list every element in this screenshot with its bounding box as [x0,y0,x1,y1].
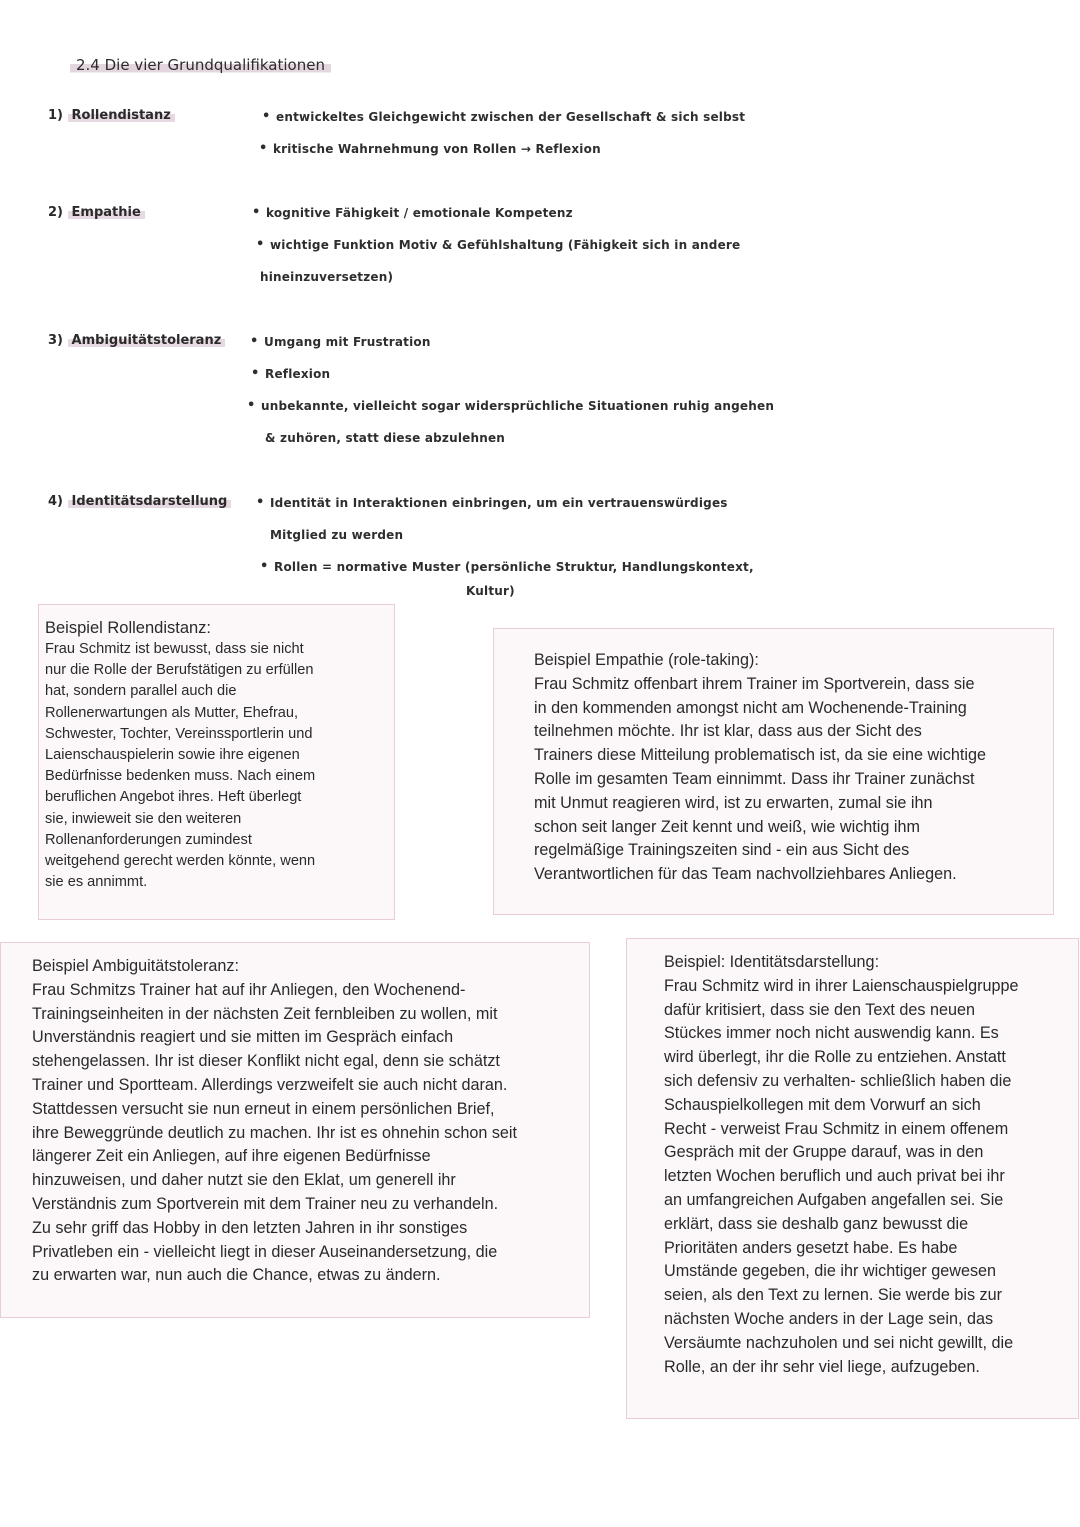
bullet-item: • unbekannte, vielleicht sogar widersprüchliche Situationen ruhig angehen [261,399,774,413]
bullet-item: • wichtige Funktion Motiv & Gefühlshaltung (Fähigkeit sich in andere [270,238,740,252]
bullet-continuation: Mitglied zu werden [270,528,404,542]
example-line: Rollenerwartungen als Mutter, Ehefrau, [45,704,299,721]
example-line: sich defensiv zu verhalten- schließlich haben die [664,1071,1012,1090]
example-line: Laienschauspielerin sowie ihre eigenen [45,747,300,764]
example-line: Frau Schmitzs Trainer hat auf ihr Anliegen, den Wochenend- [32,980,466,999]
example-line: Verständnis zum Sportverein mit dem Trainer neu zu verhandeln. [32,1194,499,1213]
example-line: in den kommenden amongst nicht am Wochenende-Training [534,698,967,717]
bullet-item: • kritische Wahrnehmung von Rollen → Reflexion [273,142,601,156]
qualification-label: Rollendistanz [68,108,175,123]
example-line: Frau Schmitz offenbart ihrem Trainer im Sportverein, dass sie [534,674,975,693]
bullet-item: • Identität in Interaktionen einbringen, um ein vertrauenswürdiges [270,496,728,510]
example-line: seien, als den Text zu lernen. Sie werde bis zur [664,1286,1003,1305]
bullet-continuation: hineinzuversetzen) [260,270,394,284]
example-line: Trainer und Sportteam. Allerdings verzweifelt sie auch nicht daran. [32,1075,508,1094]
example-title: Beispiel Rollendistanz: [45,619,212,637]
example-line: längerer Zeit ein Anliegen, auf ihre eigenen Bedürfnisse [32,1147,431,1166]
example-line: weitgehend gerecht werden könnte, wenn [45,853,316,870]
example-line: sie, inwieweit sie den weiteren [45,810,242,827]
bullet-item: • Rollen = normative Muster (persönliche Struktur, Handlungskontext, [274,560,754,574]
example-box-identitaetsdarstellung [626,938,1079,1419]
bullet-item: • kognitive Fähigkeit / emotionale Kompetenz [266,206,573,220]
bullet-continuation: & zuhören, statt diese abzulehnen [265,431,506,445]
bullet-item: • entwickeltes Gleichgewicht zwischen der Gesellschaft & sich selbst [276,110,745,124]
bullet-continuation: Kultur) [466,584,515,598]
example-line: stehengelassen. Ihr ist dieser Konflikt nicht egal, denn sie schätzt [32,1052,500,1071]
example-line: nächsten Woche anders in der Lage sein, das [664,1309,994,1328]
example-line: erklärt, dass sie deshalb ganz bewusst die [664,1214,969,1233]
example-line: mit Unmut reagieren wird, ist zu erwarten, zumal sie ihn [534,793,933,812]
example-line: an umfangreichen Aufgaben angefallen sei. Sie [664,1190,1004,1209]
example-line: beruflichen Angebot ihres. Heft überlegt [45,789,302,806]
example-line: Bedürfnisse bedenken muss. Nach einem [45,768,316,785]
example-line: hinzuweisen, und daher nutzt sie den Eklat, um generell ihr [32,1171,456,1190]
qualification-label: Ambiguitätstoleranz [68,333,226,348]
example-line: ihre Beweggründe deutlich zu machen. Ihr ist es ohnehin schon seit [32,1123,518,1142]
example-box-empathie [493,628,1054,915]
example-line: wird überlegt, ihr die Rolle zu entziehen. Anstatt [664,1048,1006,1067]
example-line: Frau Schmitz wird in ihrer Laienschauspielgruppe [664,976,1019,995]
example-line: Schauspielkollegen mit dem Vorwurf an sich [664,1095,981,1114]
example-line: Trainingseinheiten in der nächsten Zeit fernbleiben zu wollen, mit [32,1004,498,1023]
example-line: Privatleben ein - vielleicht liegt in dieser Auseinandersetzung, die [32,1242,498,1261]
qualification-label: Identitätsdarstellung [68,494,232,509]
example-line: Stattdessen versucht sie nun erneut in einem persönlichen Brief, [32,1099,495,1118]
example-line: Schwester, Tochter, Vereinssportlerin und [45,725,313,742]
example-line: letzten Wochen beruflich und auch privat bei ihr [664,1167,1005,1186]
example-line: Verantwortlichen für das Team nachvollziehbares Anliegen. [534,865,957,884]
example-line: Trainers diese Mitteilung problematisch ist, da sie eine wichtige [534,746,986,765]
qualification-1-heading [48,108,175,123]
bullet-item: • Reflexion [265,367,330,381]
example-line: Rollenanforderungen zumindest [45,831,252,848]
example-box-rollendistanz [38,604,395,920]
example-line: teilnehmen möchte. Ihr ist klar, dass aus der Sicht des [534,722,922,741]
page-title: 2.4 Die vier Grundqualifikationen [70,56,331,74]
example-line: hat, sondern parallel auch die [45,683,237,700]
qualification-label: Empathie [68,205,145,220]
example-line: Recht - verweist Frau Schmitz in einem offenem [664,1119,1009,1138]
example-title: Beispiel: Identitätsdarstellung: [664,953,880,971]
example-line: Unverständnis reagiert und sie mitten im Gespräch einfach [32,1028,454,1047]
example-title: Beispiel Empathie (role-taking): [534,651,759,669]
qualification-number: 1) [48,108,63,123]
example-line: sie es annimmt. [45,874,148,891]
qualification-number: 4) [48,494,63,509]
example-line: zu erwarten war, nun auch die Chance, etwas zu ändern. [32,1266,441,1285]
example-line: schon seit langer Zeit kennt und weiß, wie wichtig ihm [534,817,920,836]
example-line: Gespräch mit der Gruppe darauf, was in den [664,1143,984,1162]
example-line: Prioritäten anders gesetzt habe. Es habe [664,1238,958,1257]
example-line: Umstände gegeben, die ihr wichtiger gewesen [664,1262,997,1281]
example-box-ambiguitaetstoleranz [0,942,590,1318]
example-line: nur die Rolle der Berufstätigen zu erfüllen [45,662,314,679]
example-line: Frau Schmitz ist bewusst, dass sie nicht [45,641,304,657]
example-line: regelmäßige Trainingszeiten sind - ein aus Sicht des [534,841,910,860]
example-line: Rolle, an der ihr sehr viel liege, aufzugeben. [664,1357,980,1376]
qualification-3-heading [48,333,225,348]
example-line: Zu sehr griff das Hobby in den letzten Jahren in ihr sonstiges [32,1218,468,1237]
bullet-item: • Umgang mit Frustration [264,335,431,349]
qualification-4-heading [48,494,231,509]
example-line: Versäumte nachzuholen und sei nicht gewillt, die [664,1333,1014,1352]
example-title: Beispiel Ambiguitätstoleranz: [32,957,239,975]
example-line: Stückes immer noch nicht auswendig kann. Es [664,1024,999,1043]
qualification-number: 2) [48,205,63,220]
example-line: Rolle im gesamten Team einnimmt. Dass ihr Trainer zunächst [534,769,975,788]
example-line: dafür kritisiert, dass sie den Text des neuen [664,1000,976,1019]
qualification-number: 3) [48,333,63,348]
qualification-2-heading [48,205,145,220]
